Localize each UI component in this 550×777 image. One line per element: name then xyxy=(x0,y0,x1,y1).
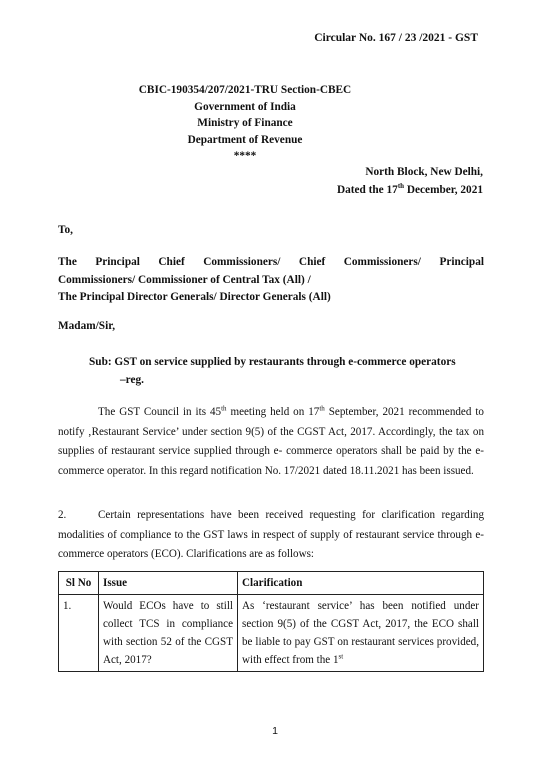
para1-sup-a: th xyxy=(221,404,227,413)
subject-line-2: –reg. xyxy=(120,374,144,386)
para1-text-b: meeting held on 17 xyxy=(226,406,320,418)
department-line: Department of Revenue xyxy=(187,133,303,146)
para2-text: Certain representations have been received requesting for clarification regarding modalities of compliance to the GST laws in respect of supply of restaurant service through e-commerce operators (ECO). Clarifications are as follows: xyxy=(58,509,484,560)
header-sl-no: Sl No xyxy=(59,572,99,595)
place-date-block xyxy=(337,163,483,199)
table-row xyxy=(59,595,484,672)
clarification-sup: st xyxy=(338,652,344,661)
table-header-row xyxy=(59,572,484,595)
addressee-word: Commissioners/ xyxy=(203,256,281,268)
para1-text-c: September, 2021 recommended to notify ‚Restaurant Service’ under section 9(5) of the CGST Act, 2017. Accordingly, the tax on supplies of restaurant service supplied through e- commerce operators shall be paid by the e-commerce operator. In this regard notification No. 17/2021 dated 18.11.2021 has been issued. xyxy=(58,406,484,477)
addressee-word: Commissioners/ xyxy=(343,256,421,268)
cell-clarification xyxy=(238,595,484,672)
addressee-line-1 xyxy=(58,254,484,272)
stars-separator: **** xyxy=(233,150,257,162)
para2-number: 2. xyxy=(58,509,67,521)
addressee-line-3: The Principal Director Generals/ Director Generals (All) xyxy=(58,291,331,303)
addressee-word: The xyxy=(58,256,77,268)
subject-line-1: Sub: GST on service supplied by restaurants through e-commerce operators xyxy=(89,356,456,368)
header-issue: Issue xyxy=(99,572,238,595)
date-prefix: Dated the 17 xyxy=(336,184,398,196)
addressee-word: Chief xyxy=(158,256,185,268)
circular-number: Circular No. 167 / 23 /2021 - GST xyxy=(314,32,478,44)
cell-sl: 1. xyxy=(59,595,99,672)
paragraph-2 xyxy=(58,506,484,565)
date-suffix: December, 2021 xyxy=(404,184,483,196)
date-sup: th xyxy=(397,182,405,191)
clarification-text: As ‘restaurant service’ has been notified under section 9(5) of the CGST Act, 2017, the ECO shall be liable to pay GST on restaurant services provided, with effect from the 1 xyxy=(242,600,479,666)
header-clarification: Clarification xyxy=(238,572,484,595)
para1-sup-b: th xyxy=(319,404,325,413)
ministry-line: Ministry of Finance xyxy=(197,117,293,129)
clarification-table xyxy=(58,571,484,672)
page-number: 1 xyxy=(272,725,278,737)
addressee-word: Principal xyxy=(95,256,140,268)
government-line: Government of India xyxy=(194,100,296,113)
paragraph-1 xyxy=(58,403,484,481)
addressee-word: Principal xyxy=(439,256,484,268)
subject-block xyxy=(89,353,489,389)
place-line: North Block, New Delhi, xyxy=(365,166,483,178)
cell-issue: Would ECOs have to still collect TCS in compliance with section 52 of the CGST Act, 2017? xyxy=(99,595,238,672)
salutation: Madam/Sir, xyxy=(58,320,116,332)
date-line xyxy=(337,181,483,199)
para1-text-a: The GST Council in its 45 xyxy=(98,406,222,418)
file-number: CBIC-190354/207/2021-TRU Section-CBEC xyxy=(138,84,352,96)
to-label: To, xyxy=(58,224,73,236)
addressee-line-2: Commissioners/ Commissioner of Central Tax (All) / xyxy=(58,273,311,286)
addressee-word: Chief xyxy=(298,256,326,268)
letterhead xyxy=(120,82,370,165)
addressee-block xyxy=(58,254,484,307)
